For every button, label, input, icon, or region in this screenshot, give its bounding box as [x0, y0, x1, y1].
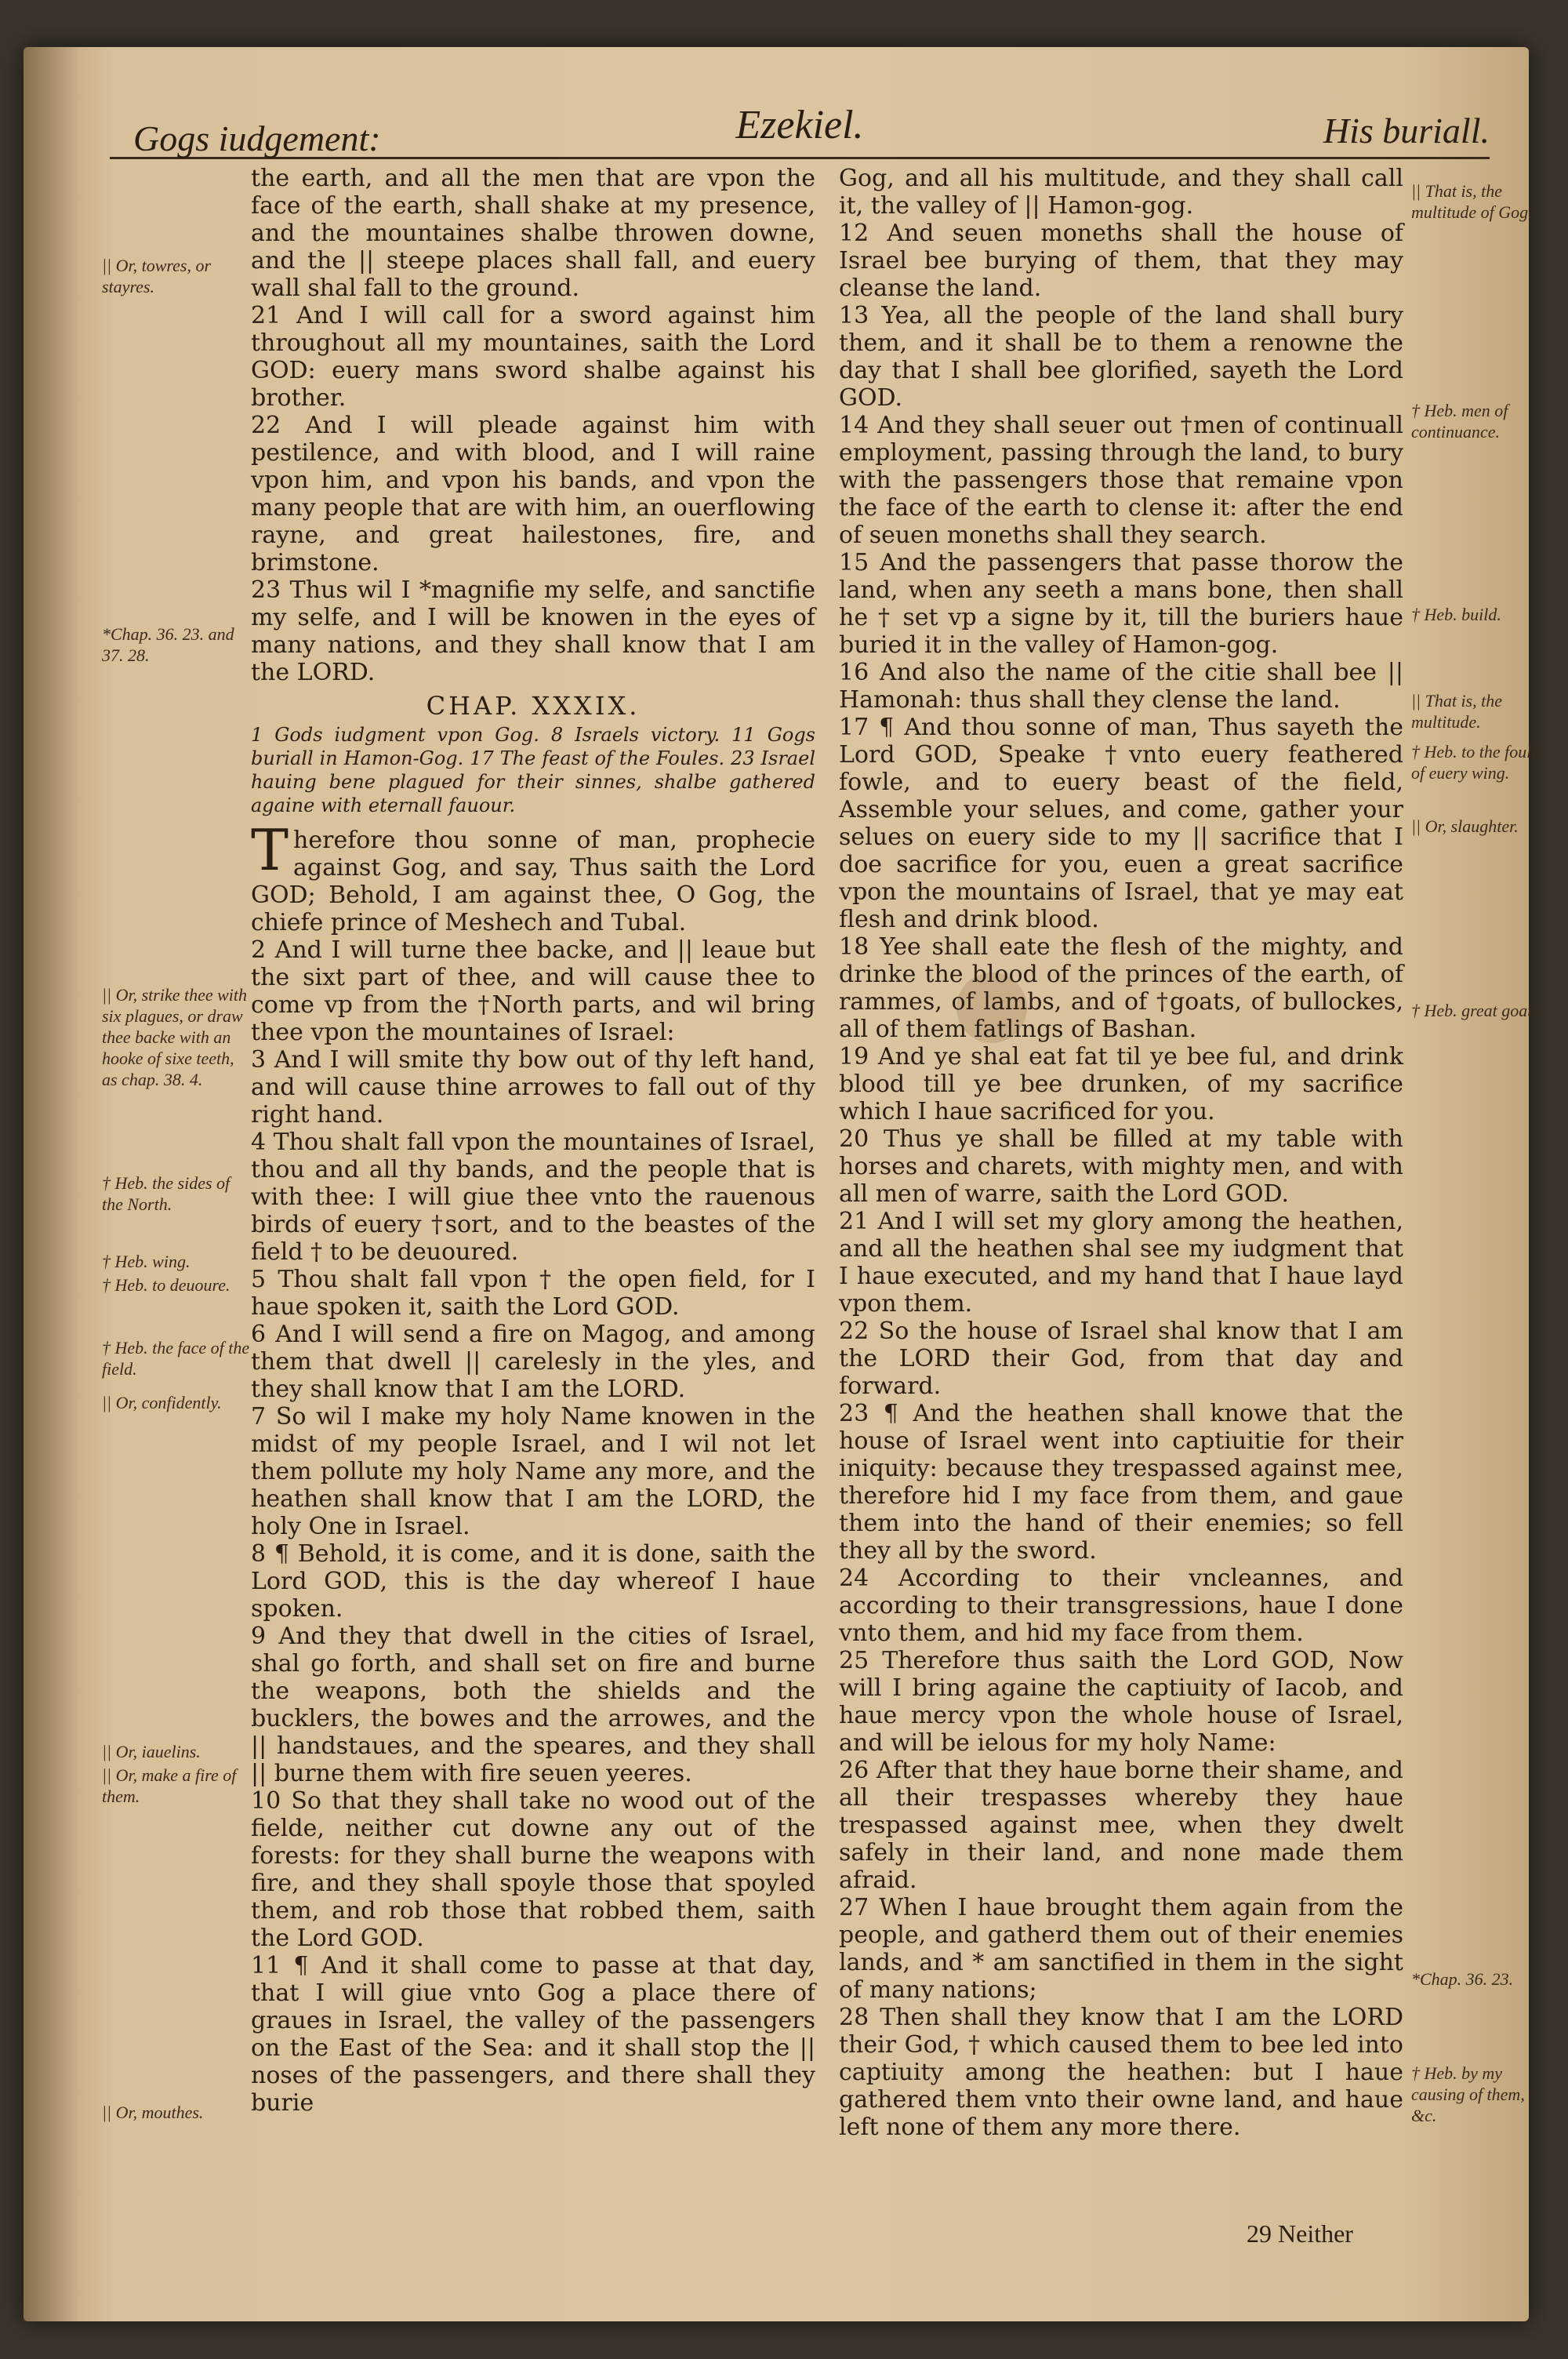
verse: 21 And I will set my glory among the heathen, and all the heathen shal see my iudgment that I haue executed, and my hand that I haue layd vpon them.	[839, 1208, 1403, 1318]
text-column-left	[251, 165, 815, 2117]
verse: 22 So the house of Israel shal know that I am the LORD their God, from that day and forward.	[839, 1318, 1403, 1400]
margin-note-right: || That is, the multitude.	[1411, 691, 1502, 732]
verse: 21 And I will call for a sword against him throughout all my mountaines, saith the Lord GOD: euery mans sword shalbe against his brother.	[251, 302, 815, 412]
verse: 2 And I will turne thee backe, and || leaue but the sixt part of thee, and will cause thee to come vp from the †North parts, and wil bring thee vpon the mountaines of Israel:	[251, 936, 815, 1046]
margin-note-right: || That is, the multitude of Gog.	[1411, 181, 1533, 222]
verse: 20 Thus ye shall be filled at my table with horses and charets, with mighty men, and with all men of warre, saith the Lord GOD.	[839, 1125, 1403, 1208]
verse: 15 And the passengers that passe thorow the land, when any seeth a mans bone, then shall he † set vp a signe by it, till the buriers haue buried it in the valley of Hamon-gog.	[839, 549, 1403, 659]
margin-note-left: *Chap. 36. 23. and 37. 28.	[102, 624, 234, 665]
verse: 14 And they shall seuer out †men of continuall employment, passing through the land, to bury with the passengers those that remaine vpon the face of the earth to clense it: after the end of seuen moneths shall they search.	[839, 412, 1403, 549]
header-left: Gogs iudgement:	[133, 118, 381, 158]
verse: 6 And I will send a fire on Magog, and among them that dwell || carelesly in the yles, and they shall know that I am the LORD.	[251, 1321, 815, 1403]
margin-note-left: || Or, iauelins.	[102, 1742, 201, 1761]
verse: 12 And seuen moneths shall the house of Israel bee burying of them, that they may cleanse the land.	[839, 220, 1403, 302]
margin-note-left: † Heb. the sides of the North.	[102, 1173, 230, 1214]
verse: 16 And also the name of the citie shall bee || Hamonah: thus shall they clense the land.	[839, 659, 1403, 714]
margin-note-left: || Or, strike thee with six plagues, or draw thee backe with an hooke of sixe teeth, as chap. 38. 4.	[102, 985, 248, 1089]
verse: 5 Thou shalt fall vpon † the open field, for I haue spoken it, saith the Lord GOD.	[251, 1266, 815, 1321]
text-column-right	[839, 165, 1403, 2141]
verse-1	[251, 817, 815, 936]
verse-text: herefore thou sonne of man, prophecie against Gog, and say, Thus saith the Lord GOD; Behold, I am against thee, O Gog, the chiefe prince of Meshech and Tubal.	[251, 827, 815, 936]
running-header	[110, 94, 1490, 159]
margin-note-right: † Heb. by my causing of them, &c.	[1411, 2063, 1525, 2125]
verse: 18 Yee shall eate the flesh of the mighty, and drinke the blood of the princes of the earth, of rammes, of lambs, and of †goats, of bullockes, all of them fatlings of Bashan.	[839, 933, 1403, 1043]
margin-note-left: † Heb. the face of the field.	[102, 1338, 250, 1379]
verse: 26 After that they haue borne their shame, and all their trespasses whereby they haue trespassed against mee, when they dwelt safely in their land, and none made them afraid.	[839, 1757, 1403, 1894]
verse: 19 And ye shal eat fat til ye bee ful, and drink blood till ye bee drunken, of my sacrifice which I haue sacrificed for you.	[839, 1043, 1403, 1125]
verse: 7 So wil I make my holy Name knowen in the midst of my people Israel, and I wil not let them pollute my holy Name any more, and the heathen shall know that I am the LORD, the holy One in Israel.	[251, 1403, 815, 1540]
margin-note-left: † Heb. wing.	[102, 1252, 191, 1271]
verse: 23 ¶ And the heathen shall knowe that the house of Israel went into captiuitie for their iniquity: because they trespassed against mee, therefore hid I my face from them, and gaue them into the hand of their enemies; so fell they all by the sword.	[839, 1400, 1403, 1565]
margin-note-right: † Heb. to the foule of euery wing.	[1411, 742, 1540, 783]
verse: 28 Then shall they know that I am the LORD their God, † which caused them to bee led into captiuity among the heathen: but I haue gathered them vnto their owne land, and haue left none of them any more there.	[839, 2004, 1403, 2141]
margin-note-right: † Heb. great goats.	[1411, 1001, 1544, 1020]
catchword: 29 Neither	[1247, 2219, 1353, 2248]
chapter-title: CHAP. XXXIX.	[426, 691, 641, 721]
margin-note-left: † Heb. to deuoure.	[102, 1275, 230, 1295]
verse: 17 ¶ And thou sonne of man, Thus sayeth the Lord GOD, Speake †vnto euery feathered fowle, and to euery beast of the field, Assemble your selues, and come, gather your selues on euery side to my || sacrifice that I doe sacrifice for you, euen a great sacrifice vpon the mountains of Israel, that ye may eat flesh and drink blood.	[839, 714, 1403, 933]
verse: 9 And they that dwell in the cities of Israel, shal go forth, and shall set on fire and burne the weapons, both the shields and the bucklers, the bowes and the arrowes, and the || handstaues, and the speares, and they shall || burne them with fire seuen yeeres.	[251, 1623, 815, 1787]
verse: 24 According to their vncleannes, and according to their transgressions, haue I done vnto them, and hid my face from them.	[839, 1565, 1403, 1647]
margin-note-left: || Or, towres, or stayres.	[102, 256, 212, 296]
header-book-title: Ezekiel.	[735, 103, 864, 147]
margin-note-left: || Or, make a fire of them.	[102, 1765, 237, 1806]
verse: 22 And I will pleade against him with pestilence, and with blood, and I will raine vpon him, and vpon his bands, and vpon the many people that are with him, an ouerflowing rayne, and great hailestones, fire, and brimstone.	[251, 412, 815, 576]
verse: 8 ¶ Behold, it is come, and it is done, saith the Lord GOD, this is the day whereof I haue spoken.	[251, 1540, 815, 1623]
margin-note-right: † Heb. men of continuance.	[1411, 401, 1508, 442]
verse: Gog, and all his multitude, and they shall call it, the valley of || Hamon-gog.	[839, 165, 1403, 220]
verse: 3 And I will smite thy bow out of thy left hand, and will cause thine arrowes to fall out of thy right hand.	[251, 1046, 815, 1129]
margin-note-right: † Heb. build.	[1411, 605, 1501, 624]
verse: 10 So that they shall take no wood out of the fielde, neither cut downe any out of the forests: for they shall burne the weapons with fire, and they shall spoyle those that spoyled them, and rob those that robbed them, saith the Lord GOD.	[251, 1787, 815, 1952]
verse: the earth, and all the men that are vpon the face of the earth, shall shake at my presence, and the mountaines shalbe throwen downe, and the || steepe places shall fall, and euery wall shal fall to the ground.	[251, 165, 815, 302]
margin-note-left: || Or, mouthes.	[102, 2103, 204, 2122]
binding-shadow	[24, 47, 78, 2321]
verse: 13 Yea, all the people of the land shall bury them, and it shall be to them a renowne the day that I shall bee glorified, sayeth the Lord GOD.	[839, 302, 1403, 412]
book-page	[24, 47, 1544, 2321]
margin-note-left: || Or, confidently.	[102, 1393, 222, 1412]
header-right: His buriall.	[1323, 111, 1490, 151]
chapter-summary: 1 Gods iudgment vpon Gog. 8 Israels victory. 11 Gogs buriall in Hamon-Gog. 17 The feast of the Foules. 23 Israel hauing bene plagued for their sinnes, shalbe gathered againe with eternall fauour.	[251, 724, 815, 816]
margin-note-right: || Or, slaughter.	[1411, 816, 1519, 836]
verse: 25 Therefore thus saith the Lord GOD, Now will I bring againe the captiuity of Iacob, and haue mercy vpon the whole house of Israel, and will be ielous for my holy Name:	[839, 1647, 1403, 1757]
verse: 11 ¶ And it shall come to passe at that day, that I will giue vnto Gog a place there of graues in Israel, the valley of the passengers on the East of the Sea: and it shall stop the || noses of the passengers, and there shall they burie	[251, 1952, 815, 2117]
verse: 4 Thou shalt fall vpon the mountaines of Israel, thou and all thy bands, and the people that is with thee: I will giue thee vnto the rauenous birds of euery †sort, and to the beastes of the field † to be deuoured.	[251, 1129, 815, 1266]
verse: 27 When I haue brought them again from the people, and gatherd them out of their enemies lands, and * am sanctified in them in the sight of many nations;	[839, 1894, 1403, 2004]
drop-cap: T	[251, 817, 289, 883]
margin-note-right: *Chap. 36. 23.	[1411, 1969, 1514, 1989]
verse: 23 Thus wil I *magnifie my selfe, and sanctifie my selfe, and I will be knowen in the eyes of many nations, and they shall know that I am the LORD.	[251, 576, 815, 686]
